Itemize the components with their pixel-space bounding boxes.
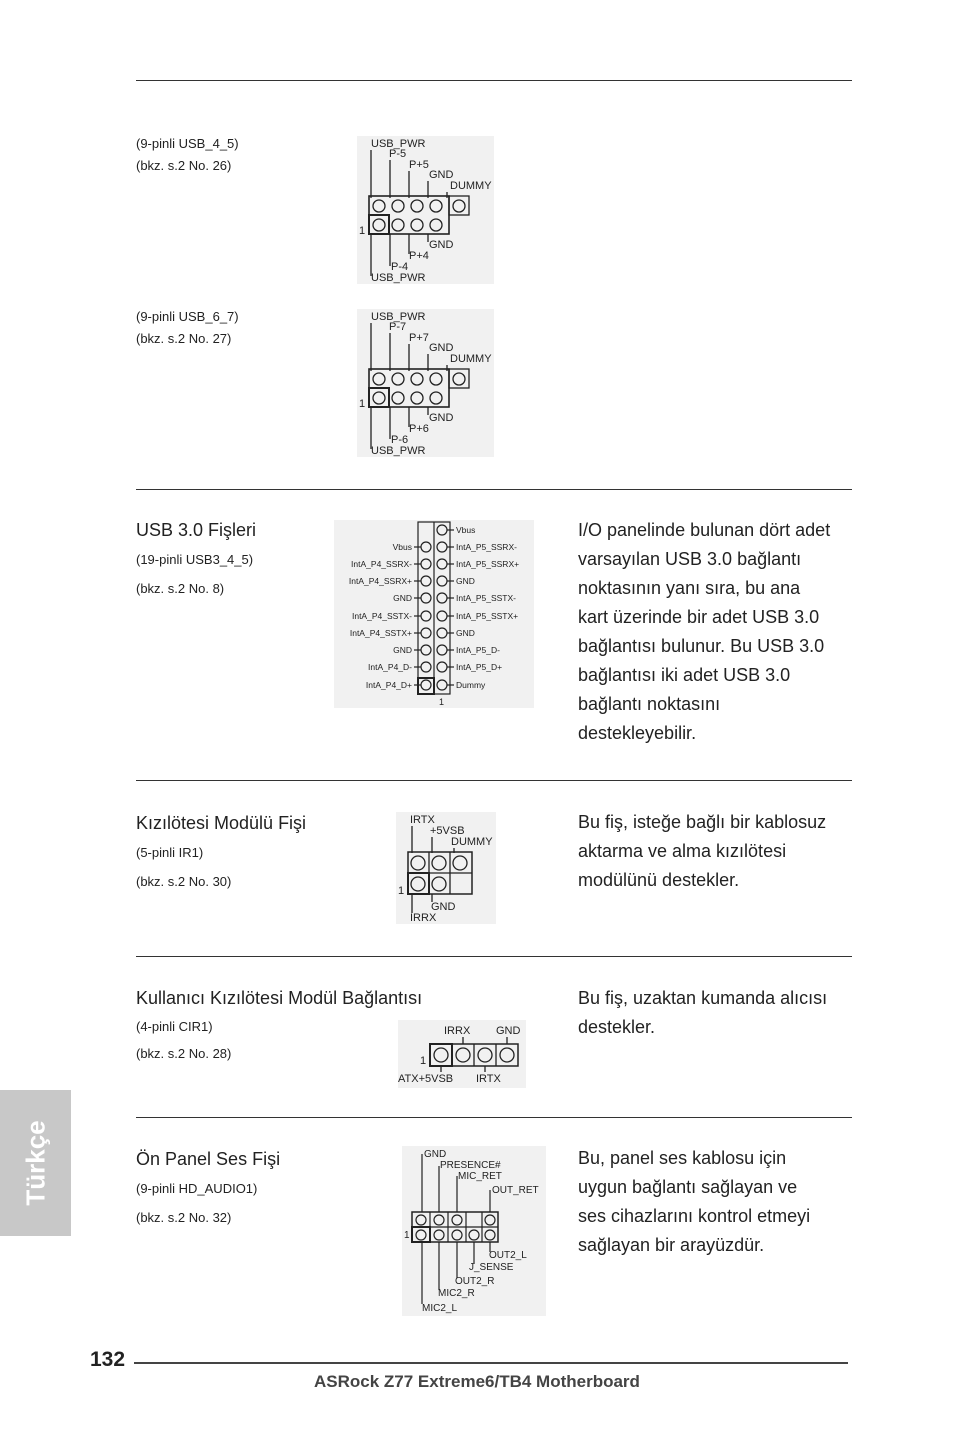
usb45-bot-gnd-label: GND [429, 239, 454, 251]
usb67-ref: (bkz. s.2 No. 27) [136, 331, 232, 346]
usb3-ref: (bkz. s.2 No. 8) [136, 581, 225, 596]
usb3-desc-line: destekleyebilir. [578, 723, 697, 743]
usb3-desc-line: kart üzerinde bir adet USB 3.0 [578, 607, 820, 627]
cir-atx-label: ATX+5VSB [398, 1073, 454, 1085]
audio-mic-ret-label: MIC_RET [458, 1171, 502, 1182]
cir-title: Kullanıcı Kızılötesi Modül Bağlantısı [136, 988, 423, 1008]
usb3-left-pin: IntA_P4_SSRX- [351, 559, 412, 569]
language-tab-label: Türkçe [20, 1120, 50, 1206]
usb3-left-pin: IntA_P4_SSTX- [351, 611, 412, 621]
audio-out2-l-label: OUT2_L [489, 1250, 527, 1261]
usb45-pin1-label: 1 [359, 225, 366, 237]
audio-pin1-label: 1 [404, 1230, 410, 1241]
usb3-right-pin: IntA_P5_SSTX+ [456, 611, 519, 621]
ir-irtx-label: IRTX [410, 814, 435, 826]
audio-pin-diagram [402, 1146, 546, 1316]
usb3-right-pin: IntA_P5_SSRX- [456, 542, 517, 552]
usb45-top-p-label: P-5 [389, 148, 407, 160]
usb3-desc-line: varsayılan USB 3.0 bağlantı [578, 549, 802, 569]
cir-desc-line: destekler. [578, 1017, 656, 1037]
usb67-pin1-label: 1 [359, 398, 366, 410]
footer-rule [134, 1362, 848, 1364]
ir-vsb-label: +5VSB [430, 825, 465, 837]
usb45-top-gnd-label: GND [429, 169, 454, 181]
usb45-ref: (bkz. s.2 No. 26) [136, 158, 232, 173]
usb67-top-pp-label: P+7 [409, 332, 429, 344]
audio-out-ret-label: OUT_RET [492, 1185, 539, 1196]
ir-dummy-label: DUMMY [451, 836, 493, 848]
cir-irtx-label: IRTX [476, 1073, 501, 1085]
usb67-top-pwr-label: USB_PWR [371, 311, 426, 323]
cir-gnd-label: GND [496, 1025, 521, 1037]
audio-pin-count: (9-pinli HD_AUDIO1) [136, 1181, 258, 1196]
audio-mic2-r-label: MIC2_R [438, 1288, 475, 1299]
usb45-top-pp-label: P+5 [409, 159, 429, 171]
usb45-top-dummy-label: DUMMY [450, 180, 492, 192]
usb3-desc-line: noktasının yanı sıra, bu ana [578, 578, 801, 598]
cir-description [578, 984, 858, 1042]
ir-irrx-label: IRRX [410, 912, 437, 924]
usb45-bot-p-label: P-4 [391, 261, 409, 273]
usb67-bot-pwr-label: USB_PWR [371, 445, 426, 457]
cir-desc-line: Bu fiş, uzaktan kumanda alıcısı [578, 988, 828, 1008]
cir-pin1-label: 1 [420, 1055, 427, 1067]
section-divider [136, 956, 852, 957]
usb3-title: USB 3.0 Fişleri [136, 520, 257, 540]
usb3-description [578, 516, 858, 748]
usb3-desc-line: bağlantı noktasını [578, 694, 721, 714]
usb67-top-dummy-label: DUMMY [450, 353, 492, 365]
usb3-right-pin: IntA_P5_D- [456, 645, 500, 655]
usb67-top-p-label: P-7 [389, 321, 407, 333]
usb3-right-pin: Vbus [456, 525, 476, 535]
usb45-top-pwr-label: USB_PWR [371, 138, 426, 150]
usb67-bot-pp-label: P+6 [409, 423, 429, 435]
usb3-left-pin: Vbus [392, 542, 412, 552]
audio-desc-line: Bu, panel ses kablosu için [578, 1148, 787, 1168]
usb3-desc-line: bağlantısı iki adet USB 3.0 [578, 665, 791, 685]
audio-ref: (bkz. s.2 No. 32) [136, 1210, 232, 1225]
cir-pin-diagram [398, 1020, 526, 1088]
section-divider [136, 489, 852, 490]
audio-mic2-l-label: MIC2_L [422, 1303, 458, 1314]
audio-desc-line: ses cihazlarını kontrol etmeyi [578, 1206, 811, 1226]
usb3-right-pin: GND [456, 576, 475, 586]
usb67-bot-gnd-label: GND [429, 412, 454, 424]
ir-pin-diagram [396, 812, 496, 924]
cir-pin-count: (4-pinli CIR1) [136, 1019, 213, 1034]
ir-gnd-label: GND [431, 901, 456, 913]
usb45-bot-pp-label: P+4 [409, 250, 429, 262]
usb67-pin-diagram [357, 309, 494, 457]
usb3-right-pin: Dummy [456, 680, 486, 690]
usb3-right-pin: IntA_P5_D+ [456, 662, 503, 672]
ir-pin1-label: 1 [398, 885, 405, 897]
ir-desc-line: Bu fiş, isteğe bağlı bir kablosuz [578, 812, 827, 832]
ir-desc-line: aktarma ve alma kızılötesi [578, 841, 787, 861]
top-divider [136, 80, 852, 81]
usb3-right-pin: GND [456, 628, 475, 638]
usb67-pin-count: (9-pinli USB_6_7) [136, 309, 239, 324]
usb3-left-pin: IntA_P4_SSRX+ [348, 576, 412, 586]
cir-ref: (bkz. s.2 No. 28) [136, 1046, 232, 1061]
audio-description [578, 1144, 858, 1260]
ir-title: Kızılötesi Modülü Fişi [136, 813, 307, 833]
footer-product: ASRock Z77 Extreme6/TB4 Motherboard [314, 1372, 640, 1391]
audio-desc-line: sağlayan bir arayüzdür. [578, 1235, 765, 1255]
usb3-left-pin: IntA_P4_D+ [365, 680, 412, 690]
usb3-desc-line: bağlantısı bulunur. Bu USB 3.0 [578, 636, 825, 656]
ir-pin-count: (5-pinli IR1) [136, 845, 204, 860]
audio-presence-label: PRESENCE# [440, 1160, 501, 1171]
audio-title: Ön Panel Ses Fişi [136, 1149, 281, 1169]
ir-description [578, 808, 858, 895]
usb3-left-pin: IntA_P4_D- [368, 662, 412, 672]
ir-ref: (bkz. s.2 No. 30) [136, 874, 232, 889]
audio-out2-r-label: OUT2_R [455, 1276, 495, 1287]
usb3-desc-line: I/O panelinde bulunan dört adet [578, 520, 831, 540]
usb3-left-pin: IntA_P4_SSTX+ [349, 628, 412, 638]
usb67-top-gnd-label: GND [429, 342, 454, 354]
usb45-pin-diagram [357, 136, 494, 284]
audio-j-sense-label: J_SENSE [469, 1262, 514, 1273]
section-divider [136, 780, 852, 781]
cir-irrx-label: IRRX [444, 1025, 471, 1037]
usb45-pin-count: (9-pinli USB_4_5) [136, 136, 239, 151]
usb3-pin-diagram [334, 520, 534, 708]
usb3-right-pin: IntA_P5_SSTX- [456, 593, 517, 603]
usb3-left-pin: GND [393, 593, 412, 603]
usb3-right-pin: IntA_P5_SSRX+ [456, 559, 520, 569]
usb3-pin1-label: 1 [439, 697, 445, 707]
ir-desc-line: modülünü destekler. [578, 870, 740, 890]
usb45-bot-pwr-label: USB_PWR [371, 272, 426, 284]
usb67-bot-p-label: P-6 [391, 434, 409, 446]
usb3-pin-count: (19-pinli USB3_4_5) [136, 552, 254, 567]
audio-gnd-label: GND [424, 1149, 447, 1160]
audio-desc-line: uygun bağlantı sağlayan ve [578, 1177, 798, 1197]
page-number: 132 [90, 1348, 126, 1371]
language-tab [0, 1090, 71, 1236]
section-divider [136, 1117, 852, 1118]
usb3-left-pin: GND [393, 645, 412, 655]
